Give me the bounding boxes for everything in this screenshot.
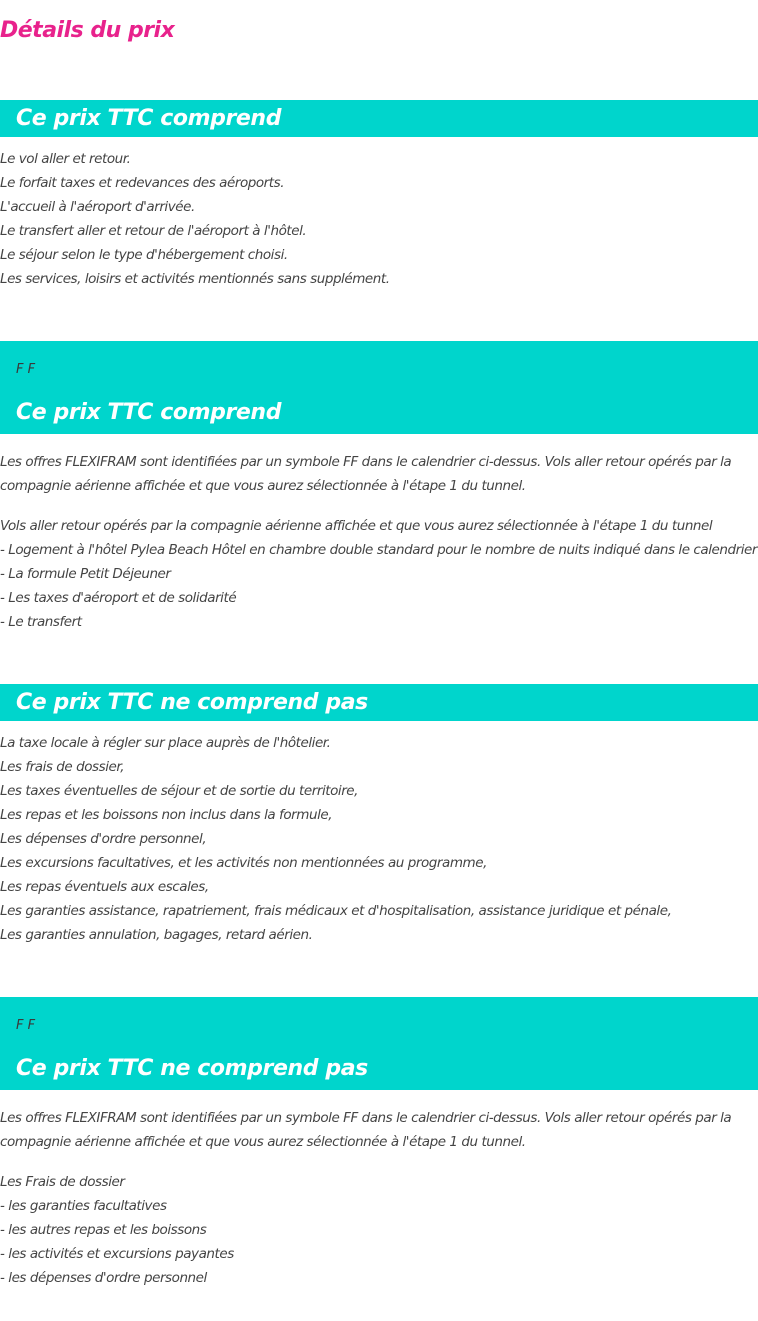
list-item: Les excursions facultatives, et les activités non mentionnées au programme,	[0, 855, 487, 871]
list-item: Les services, loisirs et activités mentionnés sans supplément.	[0, 271, 390, 287]
list-item: Vols aller retour opérés par la compagnie aérienne affichée et que vous aurez sélectionnée à l'étape 1 du tunnel	[0, 518, 713, 534]
list-item: Les frais de dossier,	[0, 759, 125, 775]
list-item: La taxe locale à régler sur place auprès de l'hôtelier.	[0, 735, 331, 751]
ff-tag: F F	[16, 1018, 36, 1033]
list-item: - les garanties facultatives	[0, 1198, 167, 1214]
list-item: Le forfait taxes et redevances des aéroports.	[0, 175, 285, 191]
included-list	[0, 147, 758, 291]
list-item: - Logement à l'hôtel Pylea Beach Hôtel en chambre double standard pour le nombre de nuits indiqué dans le calendrier	[0, 542, 757, 558]
included-section-header	[0, 100, 758, 137]
list-item: Le séjour selon le type d'hébergement choisi.	[0, 247, 288, 263]
list-item: Les repas éventuels aux escales,	[0, 879, 209, 895]
list-item: - Le transfert	[0, 614, 82, 630]
excluded-heading: Ce prix TTC ne comprend pas	[16, 690, 368, 715]
ff-tag: F F	[16, 362, 36, 377]
list-item: Les garanties assistance, rapatriement, frais médicaux et d'hospitalisation, assistance juridique et pénale,	[0, 903, 672, 919]
list-item: - La formule Petit Déjeuner	[0, 566, 171, 582]
list-item: Le transfert aller et retour de l'aéroport à l'hôtel.	[0, 223, 307, 239]
list-item: Les taxes éventuelles de séjour et de sortie du territoire,	[0, 783, 359, 799]
list-item: Le vol aller et retour.	[0, 151, 131, 167]
list-item: L'accueil à l'aéroport d'arrivée.	[0, 199, 195, 215]
included-ff-list	[0, 514, 758, 634]
list-item: - les activités et excursions payantes	[0, 1246, 234, 1262]
list-item: Les dépenses d'ordre personnel,	[0, 831, 207, 847]
excluded-list	[0, 731, 758, 947]
included-heading: Ce prix TTC comprend	[16, 106, 282, 131]
included-ff-section-header	[0, 341, 758, 434]
page-title: Détails du prix	[0, 18, 175, 43]
excluded-ff-intro: Les offres FLEXIFRAM sont identifiées par un symbole FF dans le calendrier ci-dessus. Vols aller retour opérés par la compagnie aérienne affichée et que vous aurez sélectionnée à l'étape 1 du tunnel.	[0, 1110, 732, 1150]
included-ff-intro: Les offres FLEXIFRAM sont identifiées par un symbole FF dans le calendrier ci-dessus. Vols aller retour opérés par la compagnie aérienne affichée et que vous aurez sélectionnée à l'étape 1 du tunnel.	[0, 454, 732, 494]
excluded-ff-section-header	[0, 997, 758, 1090]
list-item: - les autres repas et les boissons	[0, 1222, 207, 1238]
excluded-ff-heading: Ce prix TTC ne comprend pas	[16, 1056, 368, 1081]
included-ff-heading: Ce prix TTC comprend	[16, 400, 282, 425]
list-item: - Les taxes d'aéroport et de solidarité	[0, 590, 237, 606]
list-item: Les repas et les boissons non inclus dans la formule,	[0, 807, 333, 823]
excluded-ff-list	[0, 1170, 758, 1290]
list-item: - les dépenses d'ordre personnel	[0, 1270, 207, 1286]
excluded-section-header	[0, 684, 758, 721]
list-item: Les Frais de dossier	[0, 1174, 125, 1190]
list-item: Les garanties annulation, bagages, retard aérien.	[0, 927, 313, 943]
